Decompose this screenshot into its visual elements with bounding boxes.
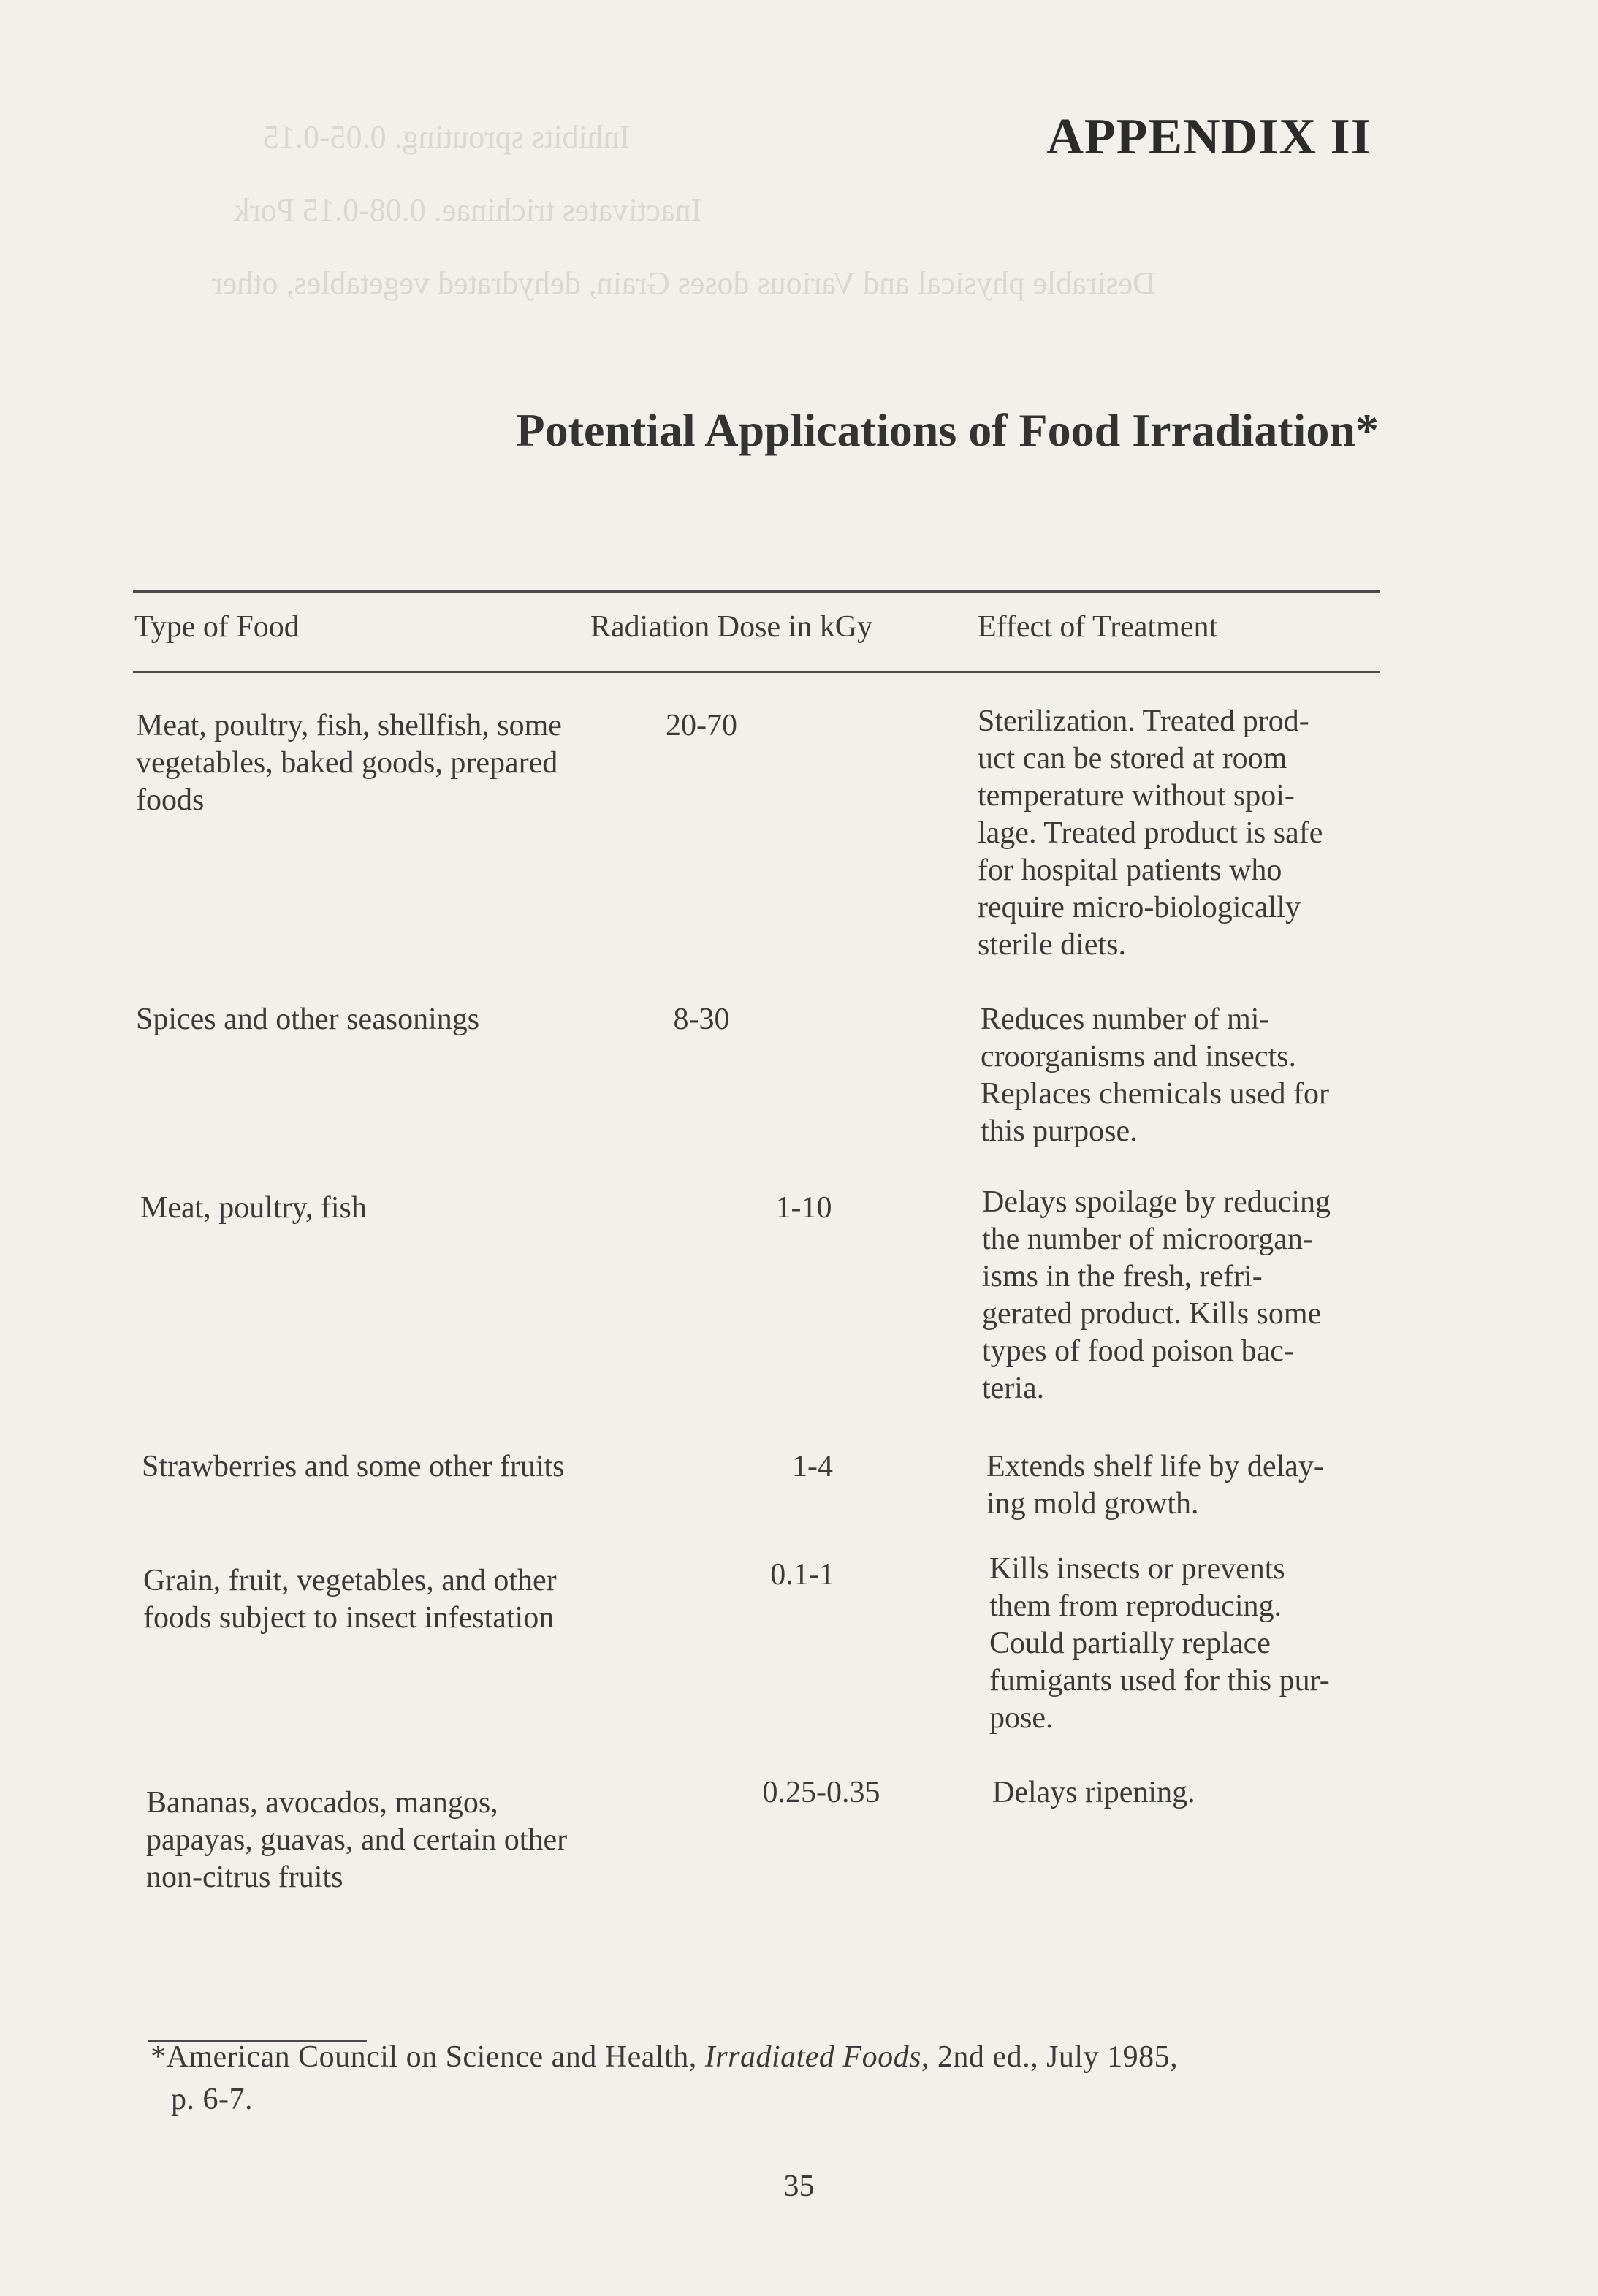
dose-cell: 8-30 bbox=[673, 1003, 730, 1036]
dose-cell: 0.1-1 bbox=[770, 1558, 834, 1592]
cell-line: croorganisms and insects. bbox=[981, 1040, 1296, 1073]
dose-cell: 1-4 bbox=[792, 1450, 833, 1483]
show-through-bleed: Inhibits sprouting. 0.05-0.15 bbox=[263, 119, 631, 155]
footnote-italic-title: Irradiated Foods bbox=[704, 2040, 921, 2074]
effect-cell bbox=[986, 1448, 1396, 1523]
cell-line: types of food poison bac- bbox=[982, 1334, 1294, 1368]
cell-line: foods bbox=[136, 783, 205, 817]
cell-line: sterile diets. bbox=[978, 928, 1126, 962]
page-number: 35 bbox=[783, 2170, 815, 2203]
footnote-marker: * bbox=[151, 2040, 167, 2074]
dose-cell: 0.25-0.35 bbox=[762, 1776, 880, 1809]
footnote-line-2: p. 6-7. bbox=[171, 2083, 253, 2116]
cell-line: uct can be stored at room bbox=[978, 742, 1287, 775]
effect-cell bbox=[989, 1551, 1399, 1737]
cell-line: Delays spoilage by reducing bbox=[982, 1185, 1331, 1219]
footnote-line-1 bbox=[151, 2036, 1393, 2078]
cell-line: ing mold growth. bbox=[986, 1487, 1199, 1521]
food-type-cell bbox=[142, 1448, 653, 1486]
table-top-rule bbox=[133, 590, 1380, 593]
cell-line: foods subject to insect infestation bbox=[143, 1601, 555, 1635]
show-through-bleed: Desirable physical and Various doses Grain, dehydrated vegetables, other bbox=[212, 265, 1156, 301]
footnote-text-before: American Council on Science and Health, bbox=[166, 2040, 705, 2074]
column-header-type-of-food: Type of Food bbox=[134, 610, 300, 644]
effect-cell bbox=[992, 1774, 1401, 1812]
cell-line: Bananas, avocados, mangos, bbox=[146, 1786, 498, 1820]
cell-line: pose. bbox=[989, 1701, 1054, 1735]
cell-line: Delays ripening. bbox=[992, 1776, 1195, 1809]
effect-cell bbox=[982, 1184, 1391, 1407]
cell-line: vegetables, baked goods, prepared bbox=[136, 746, 558, 780]
cell-line: lage. Treated product is safe bbox=[978, 816, 1323, 850]
cell-line: Grain, fruit, vegetables, and other bbox=[143, 1564, 557, 1597]
cell-line: for hospital patients who bbox=[978, 854, 1282, 887]
cell-line: Sterilization. Treated prod- bbox=[978, 704, 1309, 738]
cell-line: papayas, guavas, and certain other bbox=[146, 1823, 568, 1857]
effect-cell bbox=[981, 1001, 1390, 1150]
cell-line: temperature without spoi- bbox=[978, 779, 1295, 813]
cell-line: Meat, poultry, fish, shellfish, some bbox=[136, 709, 562, 742]
cell-line: them from reproducing. bbox=[989, 1589, 1282, 1623]
cell-line: Replaces chemicals used for bbox=[981, 1077, 1329, 1111]
food-type-cell bbox=[136, 707, 647, 819]
cell-line: this purpose. bbox=[981, 1114, 1138, 1148]
cell-line: teria. bbox=[982, 1372, 1045, 1405]
cell-line: Meat, poultry, fish bbox=[140, 1191, 367, 1225]
cell-line: Reduces number of mi- bbox=[981, 1003, 1270, 1036]
cell-line: the number of microorgan- bbox=[982, 1223, 1313, 1256]
effect-cell bbox=[978, 703, 1387, 964]
footnote-text-after: , 2nd ed., July 1985, bbox=[921, 2040, 1179, 2074]
cell-line: gerated product. Kills some bbox=[982, 1297, 1322, 1331]
cell-line: Spices and other seasonings bbox=[136, 1003, 480, 1036]
cell-line: Extends shelf life by delay- bbox=[986, 1450, 1324, 1483]
dose-cell: 20-70 bbox=[666, 709, 737, 742]
footnote bbox=[151, 2036, 1393, 2121]
cell-line: require micro-biologically bbox=[978, 891, 1301, 924]
dose-cell: 1-10 bbox=[775, 1191, 832, 1225]
appendix-heading: APPENDIX II bbox=[1046, 109, 1371, 165]
food-type-cell bbox=[140, 1190, 652, 1227]
column-header-radiation-dose: Radiation Dose in kGy bbox=[590, 610, 873, 644]
cell-line: fumigants used for this pur- bbox=[989, 1664, 1330, 1698]
page-title: Potential Applications of Food Irradiation* bbox=[516, 404, 1379, 456]
food-type-cell bbox=[136, 1001, 647, 1038]
cell-line: non-citrus fruits bbox=[146, 1860, 343, 1894]
food-type-cell bbox=[146, 1784, 658, 1896]
cell-line: isms in the fresh, refri- bbox=[982, 1260, 1263, 1293]
column-header-effect: Effect of Treatment bbox=[978, 610, 1218, 644]
show-through-bleed: Inactivates trichinae. 0.08-0.15 Pork bbox=[234, 192, 702, 228]
cell-line: Strawberries and some other fruits bbox=[142, 1450, 565, 1483]
cell-line: Kills insects or prevents bbox=[989, 1552, 1285, 1586]
table-header-rule bbox=[133, 671, 1380, 673]
cell-line: Could partially replace bbox=[989, 1627, 1271, 1660]
food-type-cell bbox=[143, 1562, 655, 1637]
